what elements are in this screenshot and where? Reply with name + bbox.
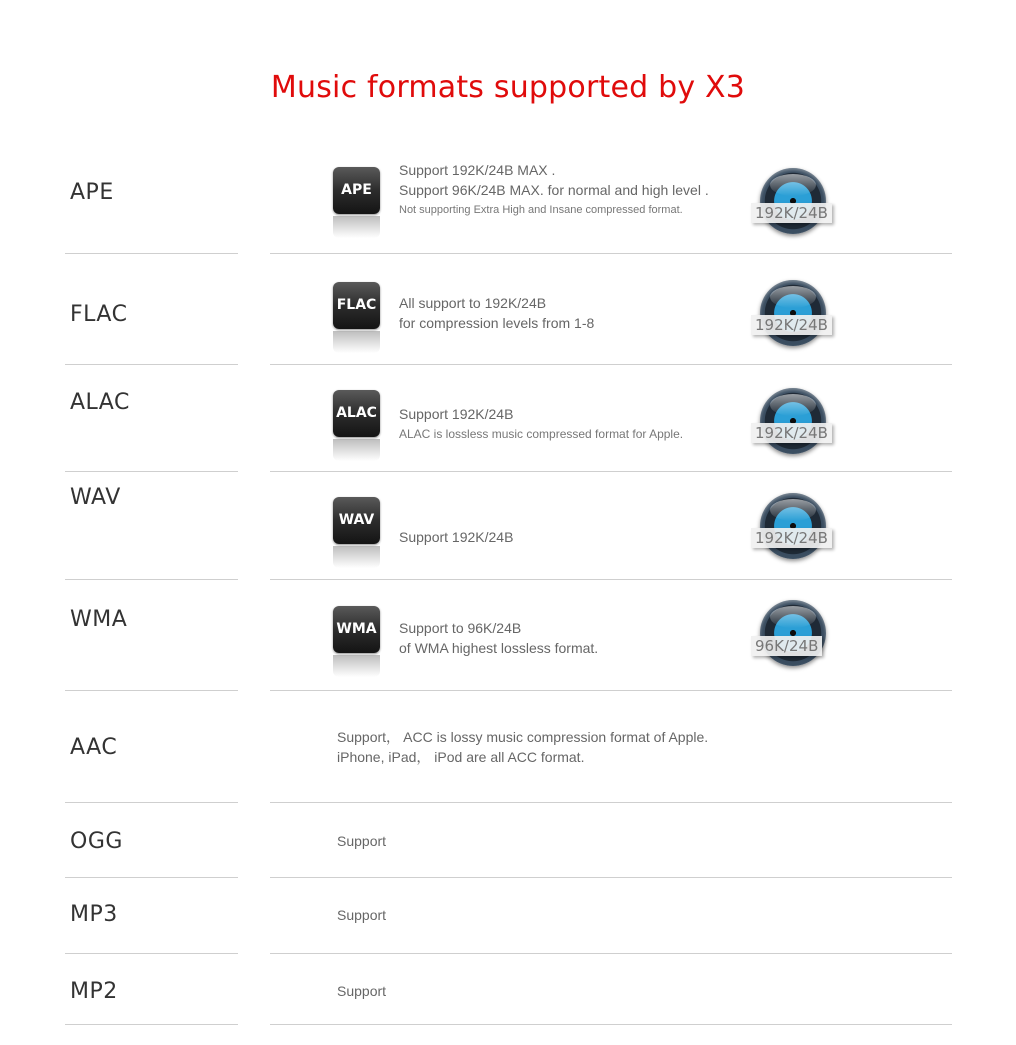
divider [270,364,952,365]
sample-rate-label: 192K/24B [751,315,832,335]
divider [65,253,238,254]
sample-rate-label: 192K/24B [751,423,832,443]
format-name-ogg: OGG [70,829,123,854]
disc-icon [760,168,826,234]
wma-format-icon: WMA [333,606,380,653]
divider [270,253,952,254]
format-description-mp2: Support [337,983,387,999]
format-description-wav: Support 192K/24B [399,529,514,545]
divider [270,953,952,954]
sample-rate-label: 96K/24B [751,636,822,656]
format-name-wav: WAV [70,485,121,510]
format-description-mp3: Support [337,907,387,923]
divider [270,802,952,803]
format-description-alac: Support 192K/24B ALAC is lossless music compressed format for Apple. [399,406,684,441]
wav-format-icon: WAV [333,497,380,544]
disc-icon [760,493,826,559]
disc-icon [760,600,826,666]
alac-format-icon: ALAC [333,390,380,437]
format-description-ogg: Support [337,833,387,849]
divider [270,690,952,691]
sample-rate-label: 192K/24B [751,528,832,548]
divider [65,579,238,580]
divider [65,802,238,803]
flac-format-icon: FLAC [333,282,380,329]
ape-format-icon: APE [333,167,380,214]
divider [65,877,238,878]
divider [270,1024,952,1025]
format-name-flac: FLAC [70,302,128,327]
sample-rate-label: 192K/24B [751,203,832,223]
format-description-ape: Support 192K/24B MAX . Support 96K/24B MAX. for normal and high level . Not supporting Extra High and Insane compressed format. [399,162,709,216]
divider [270,877,952,878]
divider [65,1024,238,1025]
divider [270,471,952,472]
divider [65,364,238,365]
divider [65,690,238,691]
page-title: Music formats supported by X3 [270,70,746,105]
format-name-ape: APE [70,180,114,205]
format-name-alac: ALAC [70,390,130,415]
format-description-aac: Support， ACC is lossy music compression format of Apple. iPhone, iPad， iPod are all ACC format. [337,729,709,765]
format-name-aac: AAC [70,735,118,760]
divider [65,953,238,954]
divider [270,579,952,580]
disc-icon [760,388,826,454]
format-name-wma: WMA [70,607,128,632]
format-name-mp3: MP3 [70,902,118,927]
format-name-mp2: MP2 [70,979,118,1004]
format-description-wma: Support to 96K/24B of WMA highest lossless format. [399,620,599,656]
divider [65,471,238,472]
format-description-flac: All support to 192K/24B for compression levels from 1-8 [399,295,595,331]
disc-icon [760,280,826,346]
